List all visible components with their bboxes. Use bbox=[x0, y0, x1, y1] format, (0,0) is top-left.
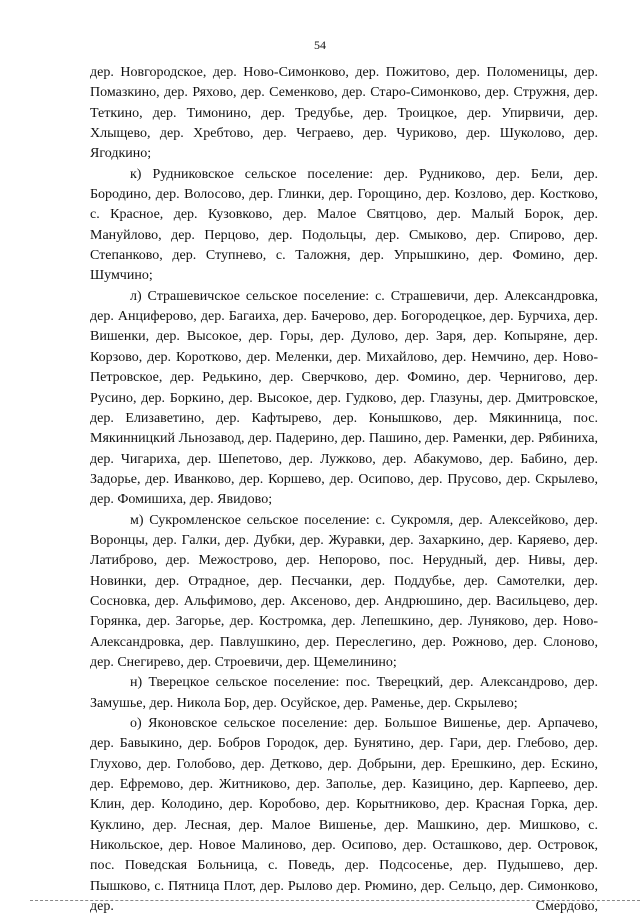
paragraph-tveretskoe: н) Тверецкое сельское поселение: пос. Тверецкий, дер. Александрово, дер. Замушье, дер. Никола Бор, дер. Осуйское, дер. Раменье, дер. Скрылево; bbox=[90, 675, 598, 711]
bottom-divider bbox=[30, 900, 640, 901]
paragraph-strashevichskoe: л) Страшевичское сельское поселение: с. Страшевичи, дер. Александровка, дер. Анциферово, дер. Багаиха, дер. Бачерово, дер. Богородецкое, дер. Бурчиха, дер. Вишенки, дер. Высокое, дер. Горы, дер. Дулово, дер. Заря, дер. Копыряне, дер. Корзово, дер. Коротково, дер. Меленки, дер. Михайлово, дер. Немчино, дер. Ново-Петровское, дер. Редькино, дер. Сверчково, дер. Фомино, дер. Черниговo, дер. Русино, дер. Боркино, дер. Высокое, дер. Гудково, дер. Глазуны, дер. Дмитровское, дер. Елизаветино, дер. Кафтырево, дер. Конышково, дер. Мякинница, пос. Мякинницкий Льнозавод, дер. Падерино, дер. Пашино, дер. Раменки, дер. Рябиниха, дер. Чигариха, дер. Шепетово, дер. Лужково, дер. Абакумово, дер. Бабино, дер. Задорье, дер. Иванково, дер. Коршево, дер. Осипово, дер. Прусово, дер. Скрылево, дер. Фомишиха, дер. Явидово; bbox=[90, 288, 598, 508]
paragraph-yakonovskoe: о) Яконовское сельское поселение: дер. Большое Вишенье, дер. Арпачево, дер. Бавыкино, дер. Бобров Городок, дер. Бунятино, дер. Гари, дер. Глебово, дер. Глухово, дер. Голобово, дер. Детково, дер. Добрыни, дер. Ерешкино, дер. Ескино, дер. Ефремово, дер. Житниково, дер. Заполье, дер. Казицино, дер. Карпеево, дер. Клин, дер. Колодино, дер. Коробово, дер. Корытниково, дер. Красная Горка, дер. Куклино, дер. Лесная, дер. Малое Вишенье, дер. Машкино, дер. Мишково, с. Никольское, дер. Новое Малиново, дер. Осипово, дер. Осташково, дер. Островок, пос. Поведская Больница, с. Поведь, дер. Подсосенье, дер. Пудышево, дер. Пышково, с. Пятница Плот, дер. Рылово дер. Рюмино, дер. Сельцо, дер. Симонково, дер. Смердово, bbox=[90, 716, 598, 915]
paragraph-rudnikovskoe: к) Рудниковское сельское поселение: дер. Рудниково, дер. Бели, дер. Бородино, дер. Волосово, дер. Глинки, дер. Горощино, дер. Козлово, дер. Костково, с. Красное, дер. Кузовково, дер. Малое Святцово, дер. Малый Борок, дер. Мануйлово, дер. Перцово, дер. Подольцы, дер. Смыково, дер. Спирово, дер. Степанково, дер. Ступнево, с. Таложня, дер. Упрышкино, дер. Фомино, дер. Шумчино; bbox=[90, 166, 598, 284]
paragraph-sukromlenskoe: м) Сукромленское сельское поселение: с. Сукромля, дер. Алексейково, дер. Воронцы, дер. Галки, дер. Дубки, дер. Журавки, дер. Захаркино, дер. Каряево, дер. Латиброво, дер. Межострово, дер. Непорово, пос. Нерудный, дер. Нивы, дер. Новинки, дер. Отрадное, дер. Песчанки, дер. Поддубье, дер. Самотелки, дер. Сосновка, дер. Альфимово, дер. Аксеново, дер. Андрюшино, дер. Васильцево, дер. Горянка, дер. Загорье, дер. Костромка, дер. Лепешкино, дер. Луняково, дер. Ново-Александровка, дер. Павлушкино, дер. Переслегино, дер. Рожново, дер. Слоново, дер. Снегирево, дер. Строевичи, дер. Щемелинино; bbox=[90, 512, 598, 670]
document-body bbox=[90, 63, 598, 917]
paragraph-continuation: дер. Новгородское, дер. Ново-Симонково, дер. Пожитово, дер. Поломеницы, дер. Помазкино, дер. Ряхово, дер. Семенково, дер. Старо-Симонково, дер. Стружня, дер. Теткино, дер. Тимонино, дер. Тредубье, дер. Троицкое, дер. Упирвичи, дер. Хлыщево, дер. Хребтово, дер. Чеграево, дер. Чуриково, дер. Шуколово, дер. Ягодкино; bbox=[90, 65, 598, 162]
page-number: 54 bbox=[314, 38, 326, 52]
